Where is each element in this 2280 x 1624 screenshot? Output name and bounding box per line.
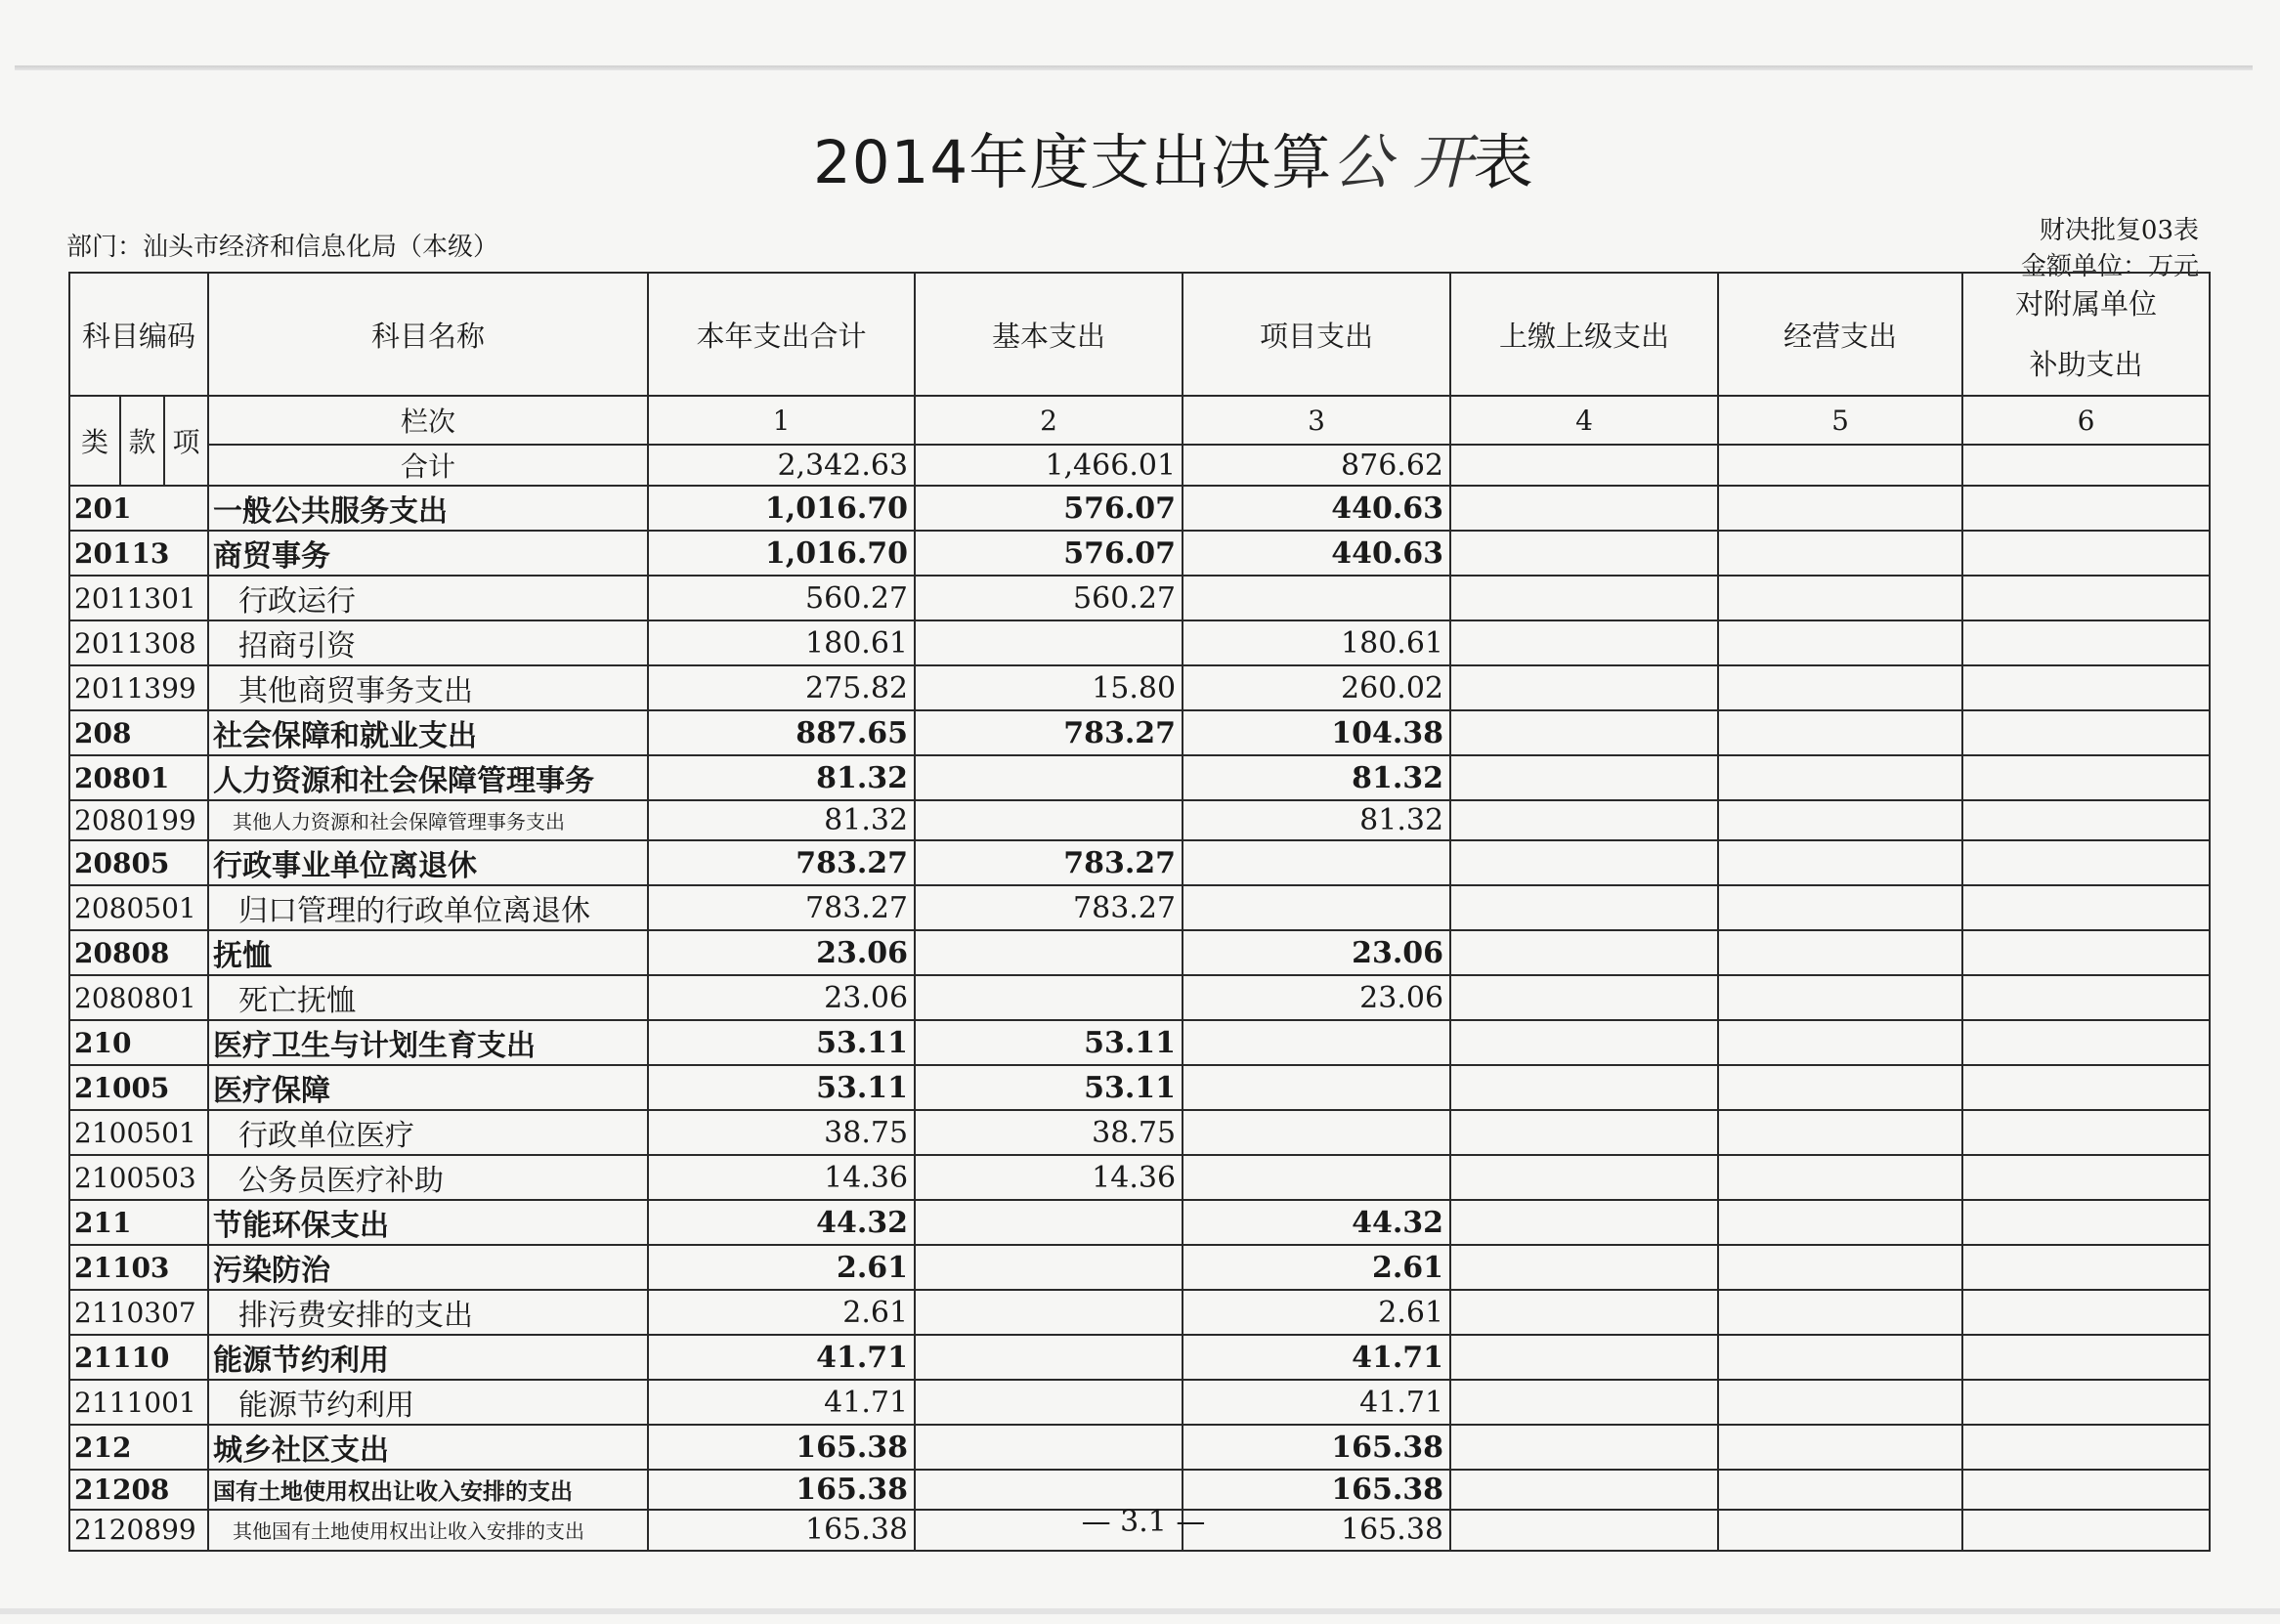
- colnum-4: 4: [1450, 396, 1718, 445]
- row-subsidy: [1962, 1020, 2210, 1065]
- row-subsidy: [1962, 665, 2210, 710]
- header-upper: 上缴上级支出: [1450, 273, 1718, 396]
- header-code: 科目编码: [69, 273, 208, 396]
- header-operating: 经营支出: [1718, 273, 1962, 396]
- row-code: 20113: [69, 531, 208, 576]
- total-row-subsidy: [1962, 445, 2210, 486]
- row-name: 其他商贸事务支出: [208, 665, 648, 710]
- row-upper: [1450, 1335, 1718, 1380]
- row-total: 783.27: [648, 885, 915, 930]
- row-project: 41.71: [1183, 1380, 1450, 1425]
- total-row-operating: [1718, 445, 1962, 486]
- table-row: [69, 576, 2210, 620]
- row-project: 440.63: [1183, 531, 1450, 576]
- row-upper: [1450, 975, 1718, 1020]
- row-subsidy: [1962, 1335, 2210, 1380]
- row-upper: [1450, 620, 1718, 665]
- form-number: 财决批复03表: [2039, 216, 2199, 245]
- row-basic: [915, 1380, 1183, 1425]
- row-operating: [1718, 576, 1962, 620]
- row-total: 165.38: [648, 1425, 915, 1470]
- row-upper: [1450, 1425, 1718, 1470]
- row-code: 2080199: [69, 800, 208, 840]
- table-row: [69, 665, 2210, 710]
- row-subsidy: [1962, 1425, 2210, 1470]
- row-project: [1183, 1020, 1450, 1065]
- row-project: [1183, 1110, 1450, 1155]
- row-operating: [1718, 1470, 1962, 1510]
- table-row: [69, 1110, 2210, 1155]
- row-upper: [1450, 1200, 1718, 1245]
- row-total: 887.65: [648, 710, 915, 755]
- row-operating: [1718, 1245, 1962, 1290]
- table-row: [69, 1155, 2210, 1200]
- row-upper: [1450, 576, 1718, 620]
- row-total: 23.06: [648, 975, 915, 1020]
- row-upper: [1450, 840, 1718, 885]
- row-total: 560.27: [648, 576, 915, 620]
- colnum-5: 5: [1718, 396, 1962, 445]
- row-basic: 53.11: [915, 1065, 1183, 1110]
- row-name: 节能环保支出: [208, 1200, 648, 1245]
- row-subsidy: [1962, 800, 2210, 840]
- header-subsidy: 对附属单位补助支出: [1962, 273, 2210, 396]
- row-name: 其他国有土地使用权出让收入安排的支出: [208, 1510, 648, 1550]
- row-code: 21103: [69, 1245, 208, 1290]
- colnum-3: 3: [1183, 396, 1450, 445]
- row-name: 归口管理的行政单位离退休: [208, 885, 648, 930]
- header-project: 项目支出: [1183, 273, 1450, 396]
- row-subsidy: [1962, 1290, 2210, 1335]
- header-lei: 类: [69, 396, 120, 486]
- row-project: 44.32: [1183, 1200, 1450, 1245]
- row-code: 2110307: [69, 1290, 208, 1335]
- table-row: [69, 1290, 2210, 1335]
- row-basic: 53.11: [915, 1020, 1183, 1065]
- row-upper: [1450, 1510, 1718, 1550]
- row-operating: [1718, 885, 1962, 930]
- row-operating: [1718, 800, 1962, 840]
- row-subsidy: [1962, 1065, 2210, 1110]
- row-name: 国有土地使用权出让收入安排的支出: [208, 1470, 648, 1510]
- row-project: 2.61: [1183, 1245, 1450, 1290]
- row-subsidy: [1962, 1155, 2210, 1200]
- row-upper: [1450, 885, 1718, 930]
- row-total: 180.61: [648, 620, 915, 665]
- row-subsidy: [1962, 975, 2210, 1020]
- row-project: [1183, 1065, 1450, 1110]
- row-subsidy: [1962, 620, 2210, 665]
- row-total: 14.36: [648, 1155, 915, 1200]
- row-name: 行政运行: [208, 576, 648, 620]
- row-project: 260.02: [1183, 665, 1450, 710]
- row-name: 城乡社区支出: [208, 1425, 648, 1470]
- row-upper: [1450, 486, 1718, 531]
- row-basic: 783.27: [915, 840, 1183, 885]
- row-code: 2100503: [69, 1155, 208, 1200]
- row-total: 783.27: [648, 840, 915, 885]
- row-code: 2011308: [69, 620, 208, 665]
- row-code: 20808: [69, 930, 208, 975]
- row-project: 165.38: [1183, 1510, 1450, 1550]
- row-name: 商贸事务: [208, 531, 648, 576]
- row-operating: [1718, 620, 1962, 665]
- colnum-2: 2: [915, 396, 1183, 445]
- row-subsidy: [1962, 1245, 2210, 1290]
- row-subsidy: [1962, 1470, 2210, 1510]
- row-operating: [1718, 1200, 1962, 1245]
- department-label: 部门：汕头市经济和信息化局（本级）: [66, 233, 499, 262]
- row-upper: [1450, 531, 1718, 576]
- row-basic: [915, 800, 1183, 840]
- row-code: 20805: [69, 840, 208, 885]
- header-lanci: 栏次: [208, 396, 648, 445]
- row-total: 23.06: [648, 930, 915, 975]
- row-project: 41.71: [1183, 1335, 1450, 1380]
- row-code: 21005: [69, 1065, 208, 1110]
- row-total: 1,016.70: [648, 531, 915, 576]
- row-project: 2.61: [1183, 1290, 1450, 1335]
- row-name: 行政事业单位离退休: [208, 840, 648, 885]
- scan-edge-bottom: [0, 1608, 2280, 1614]
- table-row: [69, 800, 2210, 840]
- row-basic: 15.80: [915, 665, 1183, 710]
- row-upper: [1450, 800, 1718, 840]
- row-operating: [1718, 1380, 1962, 1425]
- row-operating: [1718, 1510, 1962, 1550]
- total-row-total: 2,342.63: [648, 445, 915, 486]
- table-row: [69, 1245, 2210, 1290]
- row-name: 能源节约利用: [208, 1380, 648, 1425]
- row-project: 440.63: [1183, 486, 1450, 531]
- row-total: 1,016.70: [648, 486, 915, 531]
- table-row: [69, 1020, 2210, 1065]
- row-total: 53.11: [648, 1020, 915, 1065]
- row-project: 165.38: [1183, 1470, 1450, 1510]
- row-operating: [1718, 975, 1962, 1020]
- row-project: 23.06: [1183, 975, 1450, 1020]
- row-name: 医疗卫生与计划生育支出: [208, 1020, 648, 1065]
- row-total: 41.71: [648, 1335, 915, 1380]
- row-upper: [1450, 710, 1718, 755]
- row-subsidy: [1962, 576, 2210, 620]
- page-title: [813, 119, 1534, 207]
- row-total: 275.82: [648, 665, 915, 710]
- row-operating: [1718, 1020, 1962, 1065]
- row-upper: [1450, 1065, 1718, 1110]
- table-body: [69, 486, 2210, 1551]
- row-subsidy: [1962, 1380, 2210, 1425]
- table-row: [69, 975, 2210, 1020]
- row-project: [1183, 1155, 1450, 1200]
- row-code: 211: [69, 1200, 208, 1245]
- row-operating: [1718, 840, 1962, 885]
- header-total: 本年支出合计: [648, 273, 915, 396]
- row-code: 2111001: [69, 1380, 208, 1425]
- row-basic: [915, 930, 1183, 975]
- row-project: 23.06: [1183, 930, 1450, 975]
- table-row: [69, 486, 2210, 531]
- row-upper: [1450, 1290, 1718, 1335]
- row-subsidy: [1962, 531, 2210, 576]
- header-xiang: 项: [164, 396, 208, 486]
- row-operating: [1718, 1065, 1962, 1110]
- row-code: 2100501: [69, 1110, 208, 1155]
- total-row-project: 876.62: [1183, 445, 1450, 486]
- row-code: 21110: [69, 1335, 208, 1380]
- table-row: [69, 755, 2210, 800]
- table-row: [69, 1425, 2210, 1470]
- row-operating: [1718, 755, 1962, 800]
- row-total: 81.32: [648, 800, 915, 840]
- row-name: 公务员医疗补助: [208, 1155, 648, 1200]
- row-upper: [1450, 1470, 1718, 1510]
- row-project: [1183, 885, 1450, 930]
- row-basic: 560.27: [915, 576, 1183, 620]
- title-handwritten: 公 开: [1332, 128, 1474, 197]
- row-total: 53.11: [648, 1065, 915, 1110]
- total-row-basic: 1,466.01: [915, 445, 1183, 486]
- row-operating: [1718, 531, 1962, 576]
- colnum-1: 1: [648, 396, 915, 445]
- row-operating: [1718, 665, 1962, 710]
- row-code: 210: [69, 1020, 208, 1065]
- row-name: 抚恤: [208, 930, 648, 975]
- row-name: 其他人力资源和社会保障管理事务支出: [208, 800, 648, 840]
- row-name: 招商引资: [208, 620, 648, 665]
- row-subsidy: [1962, 486, 2210, 531]
- row-subsidy: [1962, 755, 2210, 800]
- total-row-label: 合计: [208, 445, 648, 486]
- row-basic: 14.36: [915, 1155, 1183, 1200]
- row-code: 2011301: [69, 576, 208, 620]
- row-upper: [1450, 1380, 1718, 1425]
- row-total: 165.38: [648, 1470, 915, 1510]
- row-total: 165.38: [648, 1510, 915, 1550]
- row-code: 2011399: [69, 665, 208, 710]
- row-name: 污染防治: [208, 1245, 648, 1290]
- row-subsidy: [1962, 930, 2210, 975]
- row-name: 行政单位医疗: [208, 1110, 648, 1155]
- table-row: [69, 930, 2210, 975]
- scan-edge-top: [15, 65, 2253, 70]
- row-basic: [915, 1290, 1183, 1335]
- expenditure-table: [68, 272, 2211, 1552]
- row-name: 排污费安排的支出: [208, 1290, 648, 1335]
- table-row: [69, 710, 2210, 755]
- row-code: 20801: [69, 755, 208, 800]
- table-row: [69, 1335, 2210, 1380]
- row-upper: [1450, 665, 1718, 710]
- row-operating: [1718, 486, 1962, 531]
- row-code: 2120899: [69, 1510, 208, 1550]
- table-row: [69, 620, 2210, 665]
- row-upper: [1450, 930, 1718, 975]
- unit-label: 金额单位：万元: [2020, 252, 2199, 281]
- title-suffix: 表: [1473, 128, 1534, 197]
- table-row: [69, 531, 2210, 576]
- row-code: 212: [69, 1425, 208, 1470]
- row-operating: [1718, 930, 1962, 975]
- row-upper: [1450, 1245, 1718, 1290]
- page-number: — 3.1 —: [1081, 1505, 1206, 1539]
- row-upper: [1450, 1020, 1718, 1065]
- row-operating: [1718, 1290, 1962, 1335]
- row-subsidy: [1962, 1510, 2210, 1550]
- row-basic: [915, 755, 1183, 800]
- row-code: 208: [69, 710, 208, 755]
- row-total: 2.61: [648, 1290, 915, 1335]
- row-name: 人力资源和社会保障管理事务: [208, 755, 648, 800]
- row-code: 2080501: [69, 885, 208, 930]
- row-project: [1183, 840, 1450, 885]
- title-prefix: 2014年度支出决算: [813, 128, 1333, 197]
- row-code: 2080801: [69, 975, 208, 1020]
- row-name: 医疗保障: [208, 1065, 648, 1110]
- row-basic: [915, 1335, 1183, 1380]
- table-row: [69, 1065, 2210, 1110]
- table-row: [69, 885, 2210, 930]
- row-basic: [915, 1425, 1183, 1470]
- row-total: 81.32: [648, 755, 915, 800]
- total-row-upper: [1450, 445, 1718, 486]
- row-basic: 576.07: [915, 531, 1183, 576]
- row-operating: [1718, 710, 1962, 755]
- row-basic: [915, 1245, 1183, 1290]
- row-basic: [915, 1200, 1183, 1245]
- row-basic: 783.27: [915, 710, 1183, 755]
- row-basic: 576.07: [915, 486, 1183, 531]
- row-project: 165.38: [1183, 1425, 1450, 1470]
- row-project: [1183, 576, 1450, 620]
- row-operating: [1718, 1110, 1962, 1155]
- row-subsidy: [1962, 710, 2210, 755]
- row-name: 死亡抚恤: [208, 975, 648, 1020]
- row-code: 21208: [69, 1470, 208, 1510]
- row-upper: [1450, 1110, 1718, 1155]
- row-total: 38.75: [648, 1110, 915, 1155]
- row-project: 180.61: [1183, 620, 1450, 665]
- header-name: 科目名称: [208, 273, 648, 396]
- row-basic: 38.75: [915, 1110, 1183, 1155]
- row-project: 104.38: [1183, 710, 1450, 755]
- row-subsidy: [1962, 1200, 2210, 1245]
- row-total: 44.32: [648, 1200, 915, 1245]
- header-basic: 基本支出: [915, 273, 1183, 396]
- colnum-6: 6: [1962, 396, 2210, 445]
- row-operating: [1718, 1155, 1962, 1200]
- row-operating: [1718, 1425, 1962, 1470]
- table-row: [69, 1380, 2210, 1425]
- row-total: 41.71: [648, 1380, 915, 1425]
- row-subsidy: [1962, 1110, 2210, 1155]
- row-operating: [1718, 1335, 1962, 1380]
- row-subsidy: [1962, 885, 2210, 930]
- row-upper: [1450, 1155, 1718, 1200]
- row-code: 201: [69, 486, 208, 531]
- table-row: [69, 1200, 2210, 1245]
- row-basic: [915, 620, 1183, 665]
- row-project: 81.32: [1183, 800, 1450, 840]
- row-upper: [1450, 755, 1718, 800]
- row-name: 社会保障和就业支出: [208, 710, 648, 755]
- header-kuan: 款: [120, 396, 164, 486]
- table-row: [69, 840, 2210, 885]
- row-name: 能源节约利用: [208, 1335, 648, 1380]
- row-project: 81.32: [1183, 755, 1450, 800]
- row-basic: 783.27: [915, 885, 1183, 930]
- row-subsidy: [1962, 840, 2210, 885]
- row-total: 2.61: [648, 1245, 915, 1290]
- row-name: 一般公共服务支出: [208, 486, 648, 531]
- row-basic: [915, 975, 1183, 1020]
